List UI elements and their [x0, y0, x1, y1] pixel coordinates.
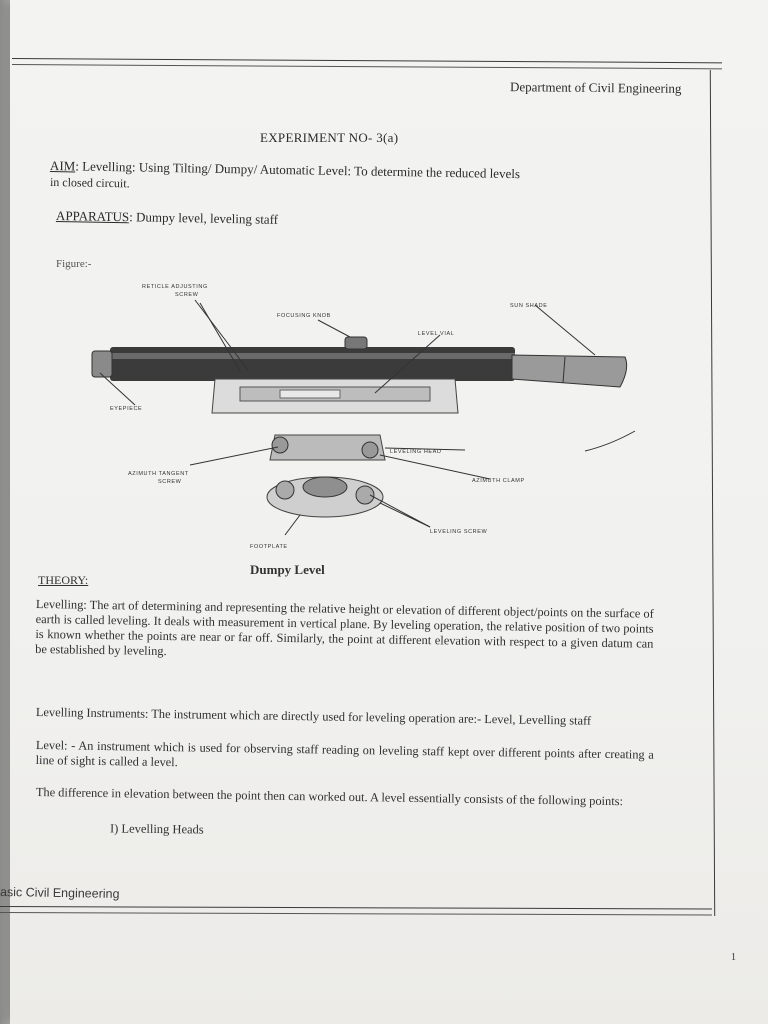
dumpy-level-figure: [80, 275, 650, 565]
aim-line-2: in closed circuit.: [49, 175, 130, 191]
label-azimuth-clamp: AZIMUTH CLAMP: [472, 478, 525, 484]
theory-paragraph-difference: The difference in elevation between the point then can worked out. A level essentially consists of the following points:: [35, 785, 624, 809]
list-item: I) Levelling Heads: [109, 821, 204, 837]
theory-heading: THEORY:: [38, 573, 89, 587]
page-number: 1: [731, 952, 736, 963]
aim-label: AIM: [49, 158, 76, 174]
figure-label: Figure:-: [56, 258, 92, 270]
figure-caption: Dumpy Level: [250, 562, 325, 577]
eyepiece-shape: [92, 351, 112, 377]
aim-text: : Levelling: Using Tilting/ Dumpy/ Automatic Level: To determine the reduced levels: [75, 158, 521, 182]
apparatus-text: : Dumpy level, leveling staff: [129, 209, 279, 227]
theory-paragraph-levelling: Levelling: The art of determining and representing the relative height or elevation of different object/points on the surface of earth is called leveling. It deals with measurement in vertical plane. By leveling operation, the relative position of two points is known whether the points are near or far off. Similarly, the point at different elevation with respect to a given datum can be established by leveling.: [35, 597, 654, 659]
label-leveling-screw: LEVELING SCREW: [430, 529, 488, 535]
apparatus-label: APPARATUS: [55, 208, 130, 225]
department-header: Department of Civil Engineering: [509, 79, 682, 96]
experiment-title: EXPERIMENT NO- 3(a): [260, 130, 399, 145]
telescope-tube: [110, 347, 515, 381]
label-footplate: FOOTPLATE: [250, 544, 288, 550]
theory-paragraph-instruments: Levelling Instruments: The instrument which are directly used for leveling operation are:- Level, Levelling staff: [35, 705, 592, 728]
label-reticle-screw: RETICLE ADJUSTING: [142, 284, 208, 290]
label-leveling-head: LEVELING HEAD: [390, 449, 442, 455]
focusing-knob-shape: [345, 337, 367, 349]
label-eyepiece: EYEPIECE: [110, 406, 143, 412]
footer-course-name: asic Civil Engineering: [0, 884, 120, 902]
label-reticle-screw-2: SCREW: [175, 292, 199, 298]
label-azimuth-tangent: AZIMUTH TANGENT: [128, 471, 189, 477]
sun-shade-shape: [512, 355, 627, 387]
theory-paragraph-level: Level: - An instrument which is used for observing staff reading on leveling staff kept over different points after creating a line of sight is called a level.: [35, 738, 654, 770]
label-focusing-knob: FOCUSING KNOB: [277, 313, 331, 319]
label-level-vial: LEVEL VIAL: [418, 331, 455, 337]
label-azimuth-tangent-2: SCREW: [158, 479, 182, 485]
label-sun-shade: SUN SHADE: [510, 303, 548, 309]
